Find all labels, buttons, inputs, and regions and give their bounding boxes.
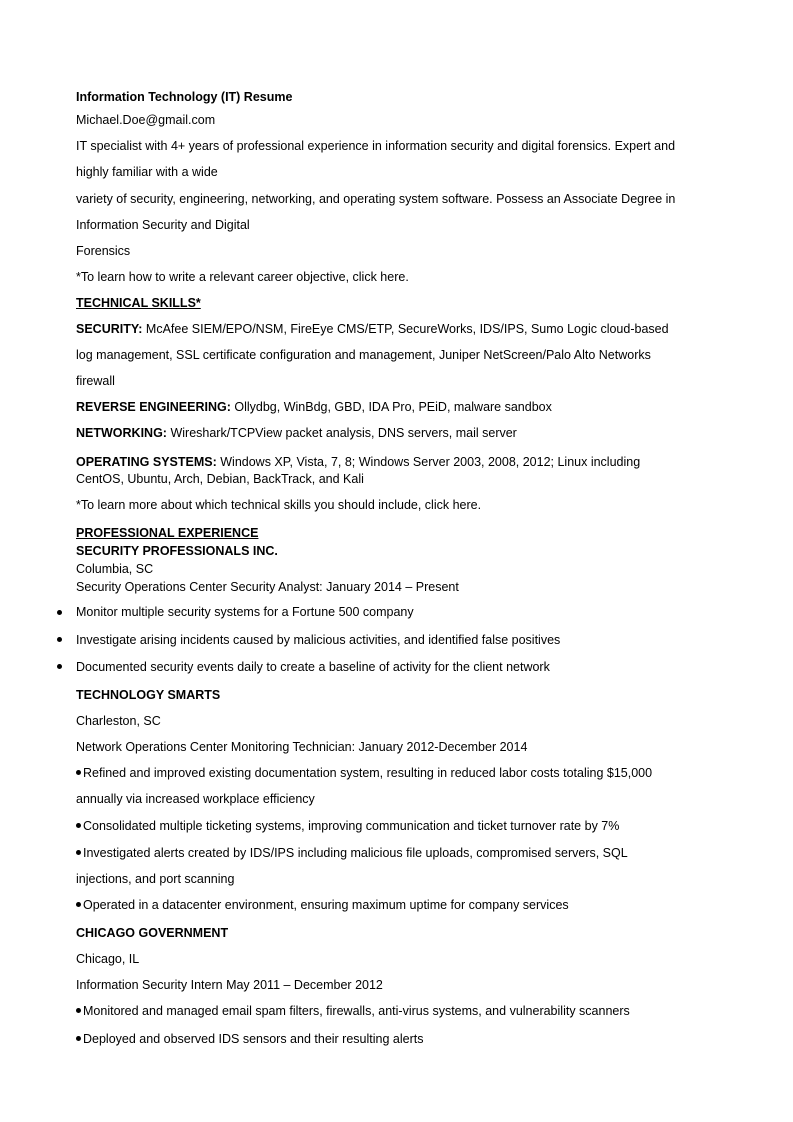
job-3-company: CHICAGO GOVERNMENT <box>76 926 229 940</box>
bullet-icon <box>76 850 81 855</box>
bullet-icon <box>57 610 62 615</box>
resume-title: Information Technology (IT) Resume <box>76 90 293 104</box>
security-text-2: log management, SSL certificate configuration and management, Juniper NetScreen/Palo Alto Networks <box>76 348 651 362</box>
job-1-location: Columbia, SC <box>76 562 154 576</box>
os-line-1 <box>76 454 640 470</box>
technical-skills-heading: TECHNICAL SKILLS* <box>76 296 201 310</box>
job-1-bullet-1: Monitor multiple security systems for a Fortune 500 company <box>76 605 414 619</box>
job-3-bullet-1 <box>76 1003 630 1019</box>
os-label: OPERATING SYSTEMS: <box>76 455 217 469</box>
networking-label: NETWORKING: <box>76 426 167 440</box>
summary-line-5: Forensics <box>76 244 131 258</box>
summary-line-4: Information Security and Digital <box>76 218 250 232</box>
job-2-role: Network Operations Center Monitoring Technician: January 2012-December 2014 <box>76 740 528 754</box>
job-2-bullet-4-text: Operated in a datacenter environment, ensuring maximum uptime for company services <box>83 898 569 912</box>
job-3-location: Chicago, IL <box>76 952 140 966</box>
summary-line-1: IT specialist with 4+ years of professional experience in information security and digital forensics. Expert and <box>76 139 676 153</box>
bullet-icon <box>57 664 62 669</box>
security-label: SECURITY: <box>76 322 143 336</box>
job-2-bullet-3 <box>76 845 628 861</box>
os-text-2: CentOS, Ubuntu, Arch, Debian, BackTrack, and Kali <box>76 472 364 486</box>
job-2-bullet-1-cont: annually via increased workplace efficiency <box>76 792 315 806</box>
job-3-bullet-1-text: Monitored and managed email spam filters, firewalls, anti-virus systems, and vulnerability scanners <box>83 1004 630 1018</box>
job-2-bullet-2 <box>76 818 619 834</box>
security-text-3: firewall <box>76 374 115 388</box>
job-1-company: SECURITY PROFESSIONALS INC. <box>76 544 278 558</box>
email: Michael.Doe@gmail.com <box>76 113 216 127</box>
job-1-bullet-3: Documented security events daily to create a baseline of activity for the client network <box>76 660 550 674</box>
summary-line-2: highly familiar with a wide <box>76 165 218 179</box>
job-2-bullet-1-text: Refined and improved existing documentation system, resulting in reduced labor costs totaling $15,000 <box>83 766 653 780</box>
job-3-bullet-2 <box>76 1031 423 1047</box>
bullet-icon <box>76 1036 81 1041</box>
bullet-icon <box>76 1008 81 1013</box>
job-2-company: TECHNOLOGY SMARTS <box>76 688 221 702</box>
networking-text: Wireshark/TCPView packet analysis, DNS servers, mail server <box>170 426 517 440</box>
bullet-icon <box>76 770 81 775</box>
security-text-1: McAfee SIEM/EPO/NSM, FireEye CMS/ETP, SecureWorks, IDS/IPS, Sumo Logic cloud-based <box>145 322 669 336</box>
job-2-bullet-2-text: Consolidated multiple ticketing systems, improving communication and ticket turnover rate by 7% <box>83 819 620 833</box>
bullet-icon <box>76 902 81 907</box>
networking-line <box>76 425 517 441</box>
reverse-text: Ollydbg, WinBdg, GBD, IDA Pro, PEiD, malware sandbox <box>234 400 552 414</box>
reverse-engineering-line <box>76 399 552 415</box>
reverse-label: REVERSE ENGINEERING: <box>76 400 231 414</box>
job-1-bullet-2: Investigate arising incidents caused by malicious activities, and identified false positives <box>76 633 561 647</box>
job-2-location: Charleston, SC <box>76 714 161 728</box>
job-3-role: Information Security Intern May 2011 – December 2012 <box>76 978 383 992</box>
job-1-role: Security Operations Center Security Analyst: January 2014 – Present <box>76 580 459 594</box>
job-3-bullet-2-text: Deployed and observed IDS sensors and their resulting alerts <box>83 1032 424 1046</box>
bullet-icon <box>76 823 81 828</box>
os-text-1: Windows XP, Vista, 7, 8; Windows Server 2003, 2008, 2012; Linux including <box>220 455 641 469</box>
objective-note[interactable]: *To learn how to write a relevant career objective, click here. <box>76 270 409 284</box>
skills-note[interactable]: *To learn more about which technical skills you should include, click here. <box>76 498 482 512</box>
job-2-bullet-4 <box>76 897 569 913</box>
job-2-bullet-3-cont: injections, and port scanning <box>76 872 235 886</box>
job-2-bullet-3-text: Investigated alerts created by IDS/IPS including malicious file uploads, compromised servers, SQL <box>83 846 628 860</box>
security-skills-line-1 <box>76 321 669 337</box>
bullet-icon <box>57 637 62 642</box>
job-2-bullet-1 <box>76 765 652 781</box>
summary-line-3: variety of security, engineering, networking, and operating system software. Possess an Associate Degree in <box>76 192 676 206</box>
experience-heading: PROFESSIONAL EXPERIENCE <box>76 526 259 540</box>
